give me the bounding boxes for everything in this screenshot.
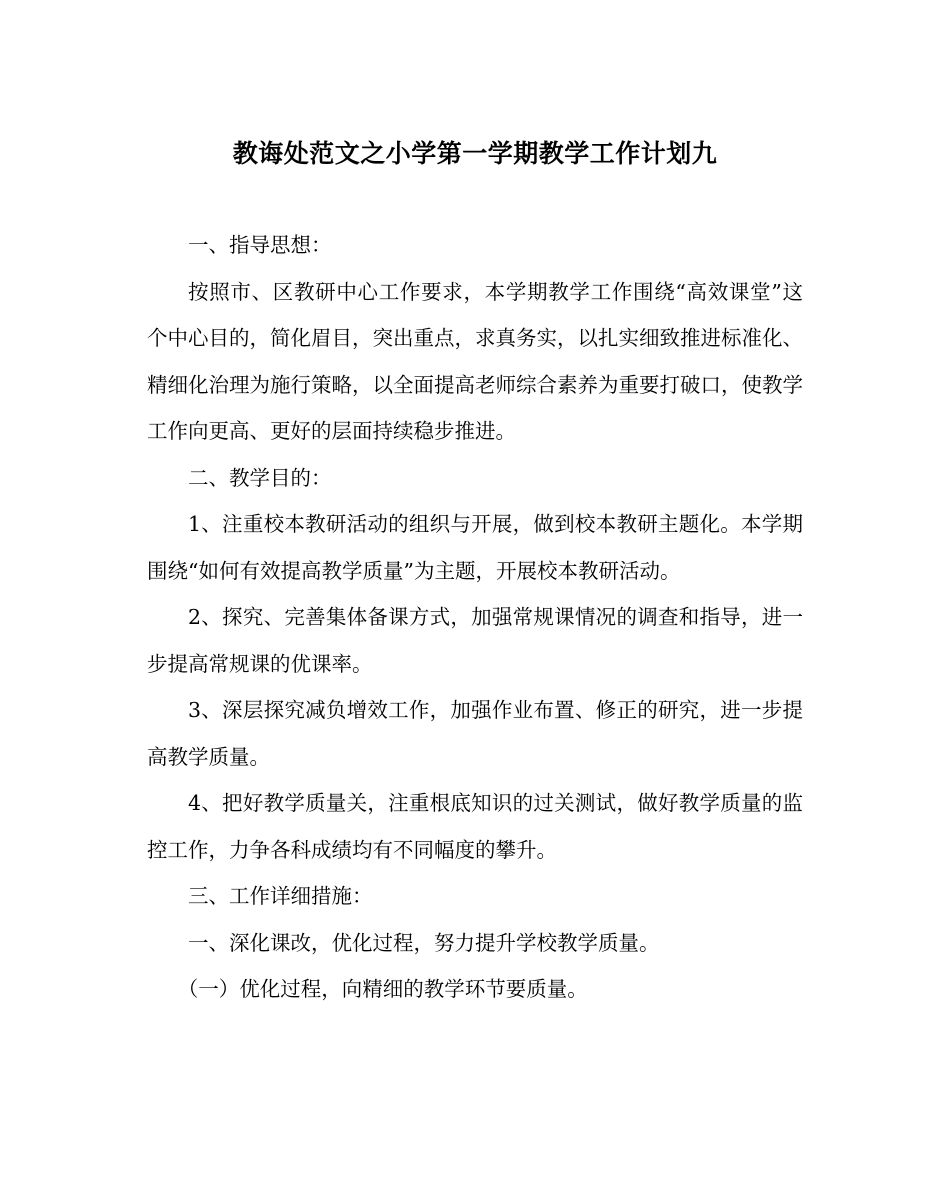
goal-item-1: 1、注重校本教研活动的组织与开展，做到校本教研主题化。本学期围绕“如何有效提高教学质量”为主题，开展校本教研活动。 bbox=[147, 512, 803, 583]
goal-item-4: 4、把好教学质量关，注重根底知识的过关测试，做好教学质量的监控工作，力争各科成绩均有不同幅度的攀升。 bbox=[147, 791, 803, 862]
paragraph-guiding-thought: 按照市、区教研中心工作要求，本学期教学工作围绕“高效课堂”这个中心目的，简化眉目，突出重点，求真务实，以扎实细致推进标准化、精细化治理为施行策略，以全面提高老师综合素养为重要打破口，使教学工作向更高、更好的层面持续稳步推进。 bbox=[147, 279, 803, 443]
document-title: 教诲处范文之小学第一学期教学工作计划九 bbox=[232, 139, 718, 168]
goal-item-2: 2、探究、完善集体备课方式，加强常规课情况的调查和指导，进一步提高常规课的优课率。 bbox=[147, 605, 803, 676]
section-heading-measures: 三、工作详细措施： bbox=[188, 884, 373, 908]
measure-heading-1: 一、深化课改，优化过程，努力提升学校教学质量。 bbox=[188, 930, 660, 955]
goal-item-3: 3、深层探究减负增效工作，加强作业布置、修正的研究，进一步提高教学质量。 bbox=[147, 698, 803, 769]
measure-subheading-1: （一）优化过程，向精细的教学环节要质量。 bbox=[177, 977, 588, 1001]
section-heading-teaching-goals: 二、教学目的： bbox=[188, 465, 332, 490]
document-body bbox=[147, 222, 803, 1013]
section-heading-guiding-thought: 一、指导思想： bbox=[188, 233, 332, 257]
